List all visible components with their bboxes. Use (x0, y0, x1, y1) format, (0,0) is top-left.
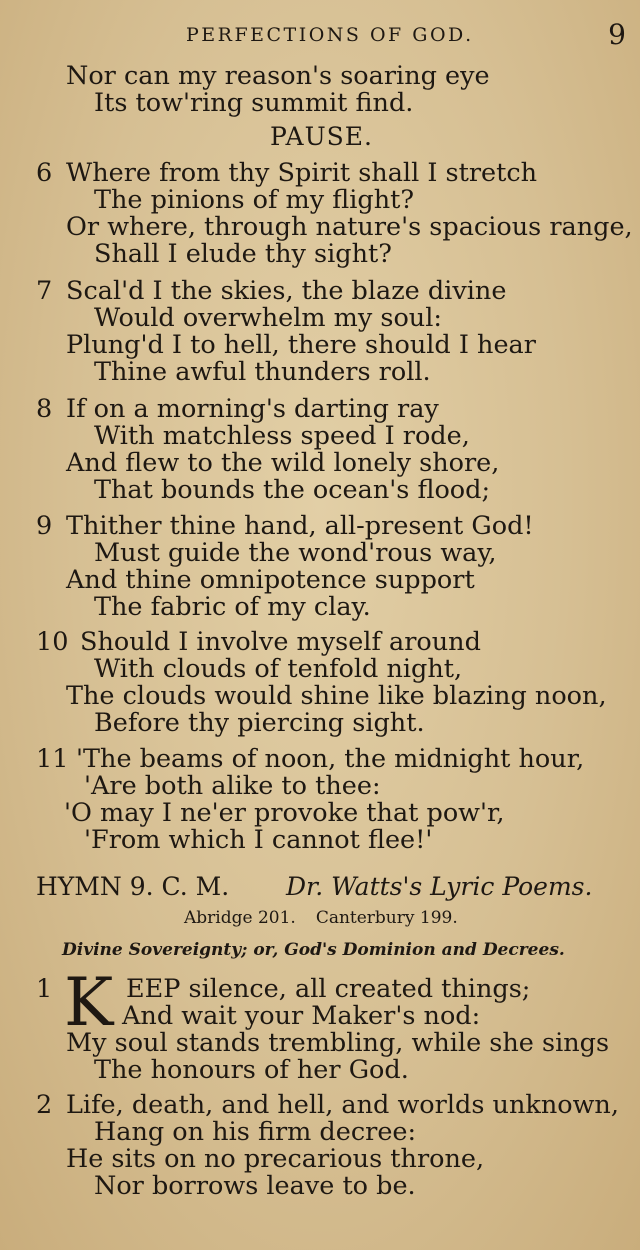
verse-line: Shall I elude thy sight? (94, 239, 392, 269)
verse-line: 'Are both alike to thee: (84, 771, 381, 801)
verse-line: The honours of her God. (94, 1055, 409, 1085)
verse-line: Hang on his firm decree: (94, 1117, 417, 1147)
verse-line: With matchless speed I rode, (94, 421, 470, 451)
hymn-author: Dr. Watts's Lyric Poems. (286, 872, 593, 901)
verse-line: Should I involve myself around (80, 627, 481, 657)
hymn-title (36, 872, 593, 901)
verse-line: And wait your Maker's nod: (122, 1001, 481, 1031)
verse-line: Thine awful thunders roll. (94, 357, 431, 387)
tune-name: Abridge 201. (184, 908, 296, 928)
verse-line: Where from thy Spirit shall I stretch (66, 158, 538, 188)
verse-line: The fabric of my clay. (94, 592, 371, 622)
stanza-number: 1 (36, 974, 53, 1004)
hymn-number: HYMN 9. C. M. (36, 872, 230, 901)
verse-line: 'From which I cannot flee!' (84, 825, 433, 855)
verse-line: And thine omnipotence support (66, 565, 475, 595)
verse-line: Or where, through nature's spacious range, (66, 212, 633, 242)
pause-heading: PAUSE. (270, 122, 373, 151)
page-number: 9 (608, 18, 626, 51)
verse-line: The pinions of my flight? (94, 185, 415, 215)
stanza-number: 10 (36, 627, 69, 657)
verse-line: EEP silence, all created things; (126, 974, 531, 1004)
page-header (0, 18, 640, 52)
verse-line: And flew to the wild lonely shore, (66, 448, 500, 478)
stanza-number: 8 (36, 394, 53, 424)
hymn-tunes (184, 908, 458, 928)
verse-line: He sits on no precarious throne, (66, 1144, 485, 1174)
verse-line: That bounds the ocean's flood; (94, 475, 491, 505)
stanza-number: 7 (36, 276, 53, 306)
hymn-subject: Divine Sovereignty; or, God's Dominion and Decrees. (62, 940, 565, 960)
verse-line: Thither thine hand, all-present God! (66, 511, 534, 541)
verse-line: With clouds of tenfold night, (94, 654, 463, 684)
stanza-number: 11 (36, 744, 69, 774)
verse-line: Plung'd I to hell, there should I hear (66, 330, 536, 360)
verse-line: 'The beams of noon, the midnight hour, (76, 744, 585, 774)
tune-name: Canterbury 199. (315, 908, 458, 928)
verse-line: Nor can my reason's soaring eye (66, 61, 490, 91)
verse-line: Would overwhelm my soul: (94, 303, 442, 333)
verse-line: Its tow'ring summit find. (94, 88, 414, 118)
verse-line: Before thy piercing sight. (94, 708, 425, 738)
verse-line: My soul stands trembling, while she sings (66, 1028, 610, 1058)
stanza-number: 2 (36, 1090, 53, 1120)
drop-cap: K (64, 964, 114, 1041)
verse-line: Scal'd I the skies, the blaze divine (66, 276, 507, 306)
running-head: PERFECTIONS OF GOD. (186, 24, 474, 46)
verse-line: Nor borrows leave to be. (94, 1171, 416, 1201)
verse-line: 'O may I ne'er provoke that pow'r, (64, 798, 505, 828)
verse-line: If on a morning's darting ray (66, 394, 439, 424)
verse-line: Must guide the wond'rous way, (94, 538, 497, 568)
stanza-number: 9 (36, 511, 53, 541)
stanza-number: 6 (36, 158, 53, 188)
verse-line: The clouds would shine like blazing noon, (66, 681, 607, 711)
verse-line: Life, death, and hell, and worlds unknown, (66, 1090, 619, 1120)
